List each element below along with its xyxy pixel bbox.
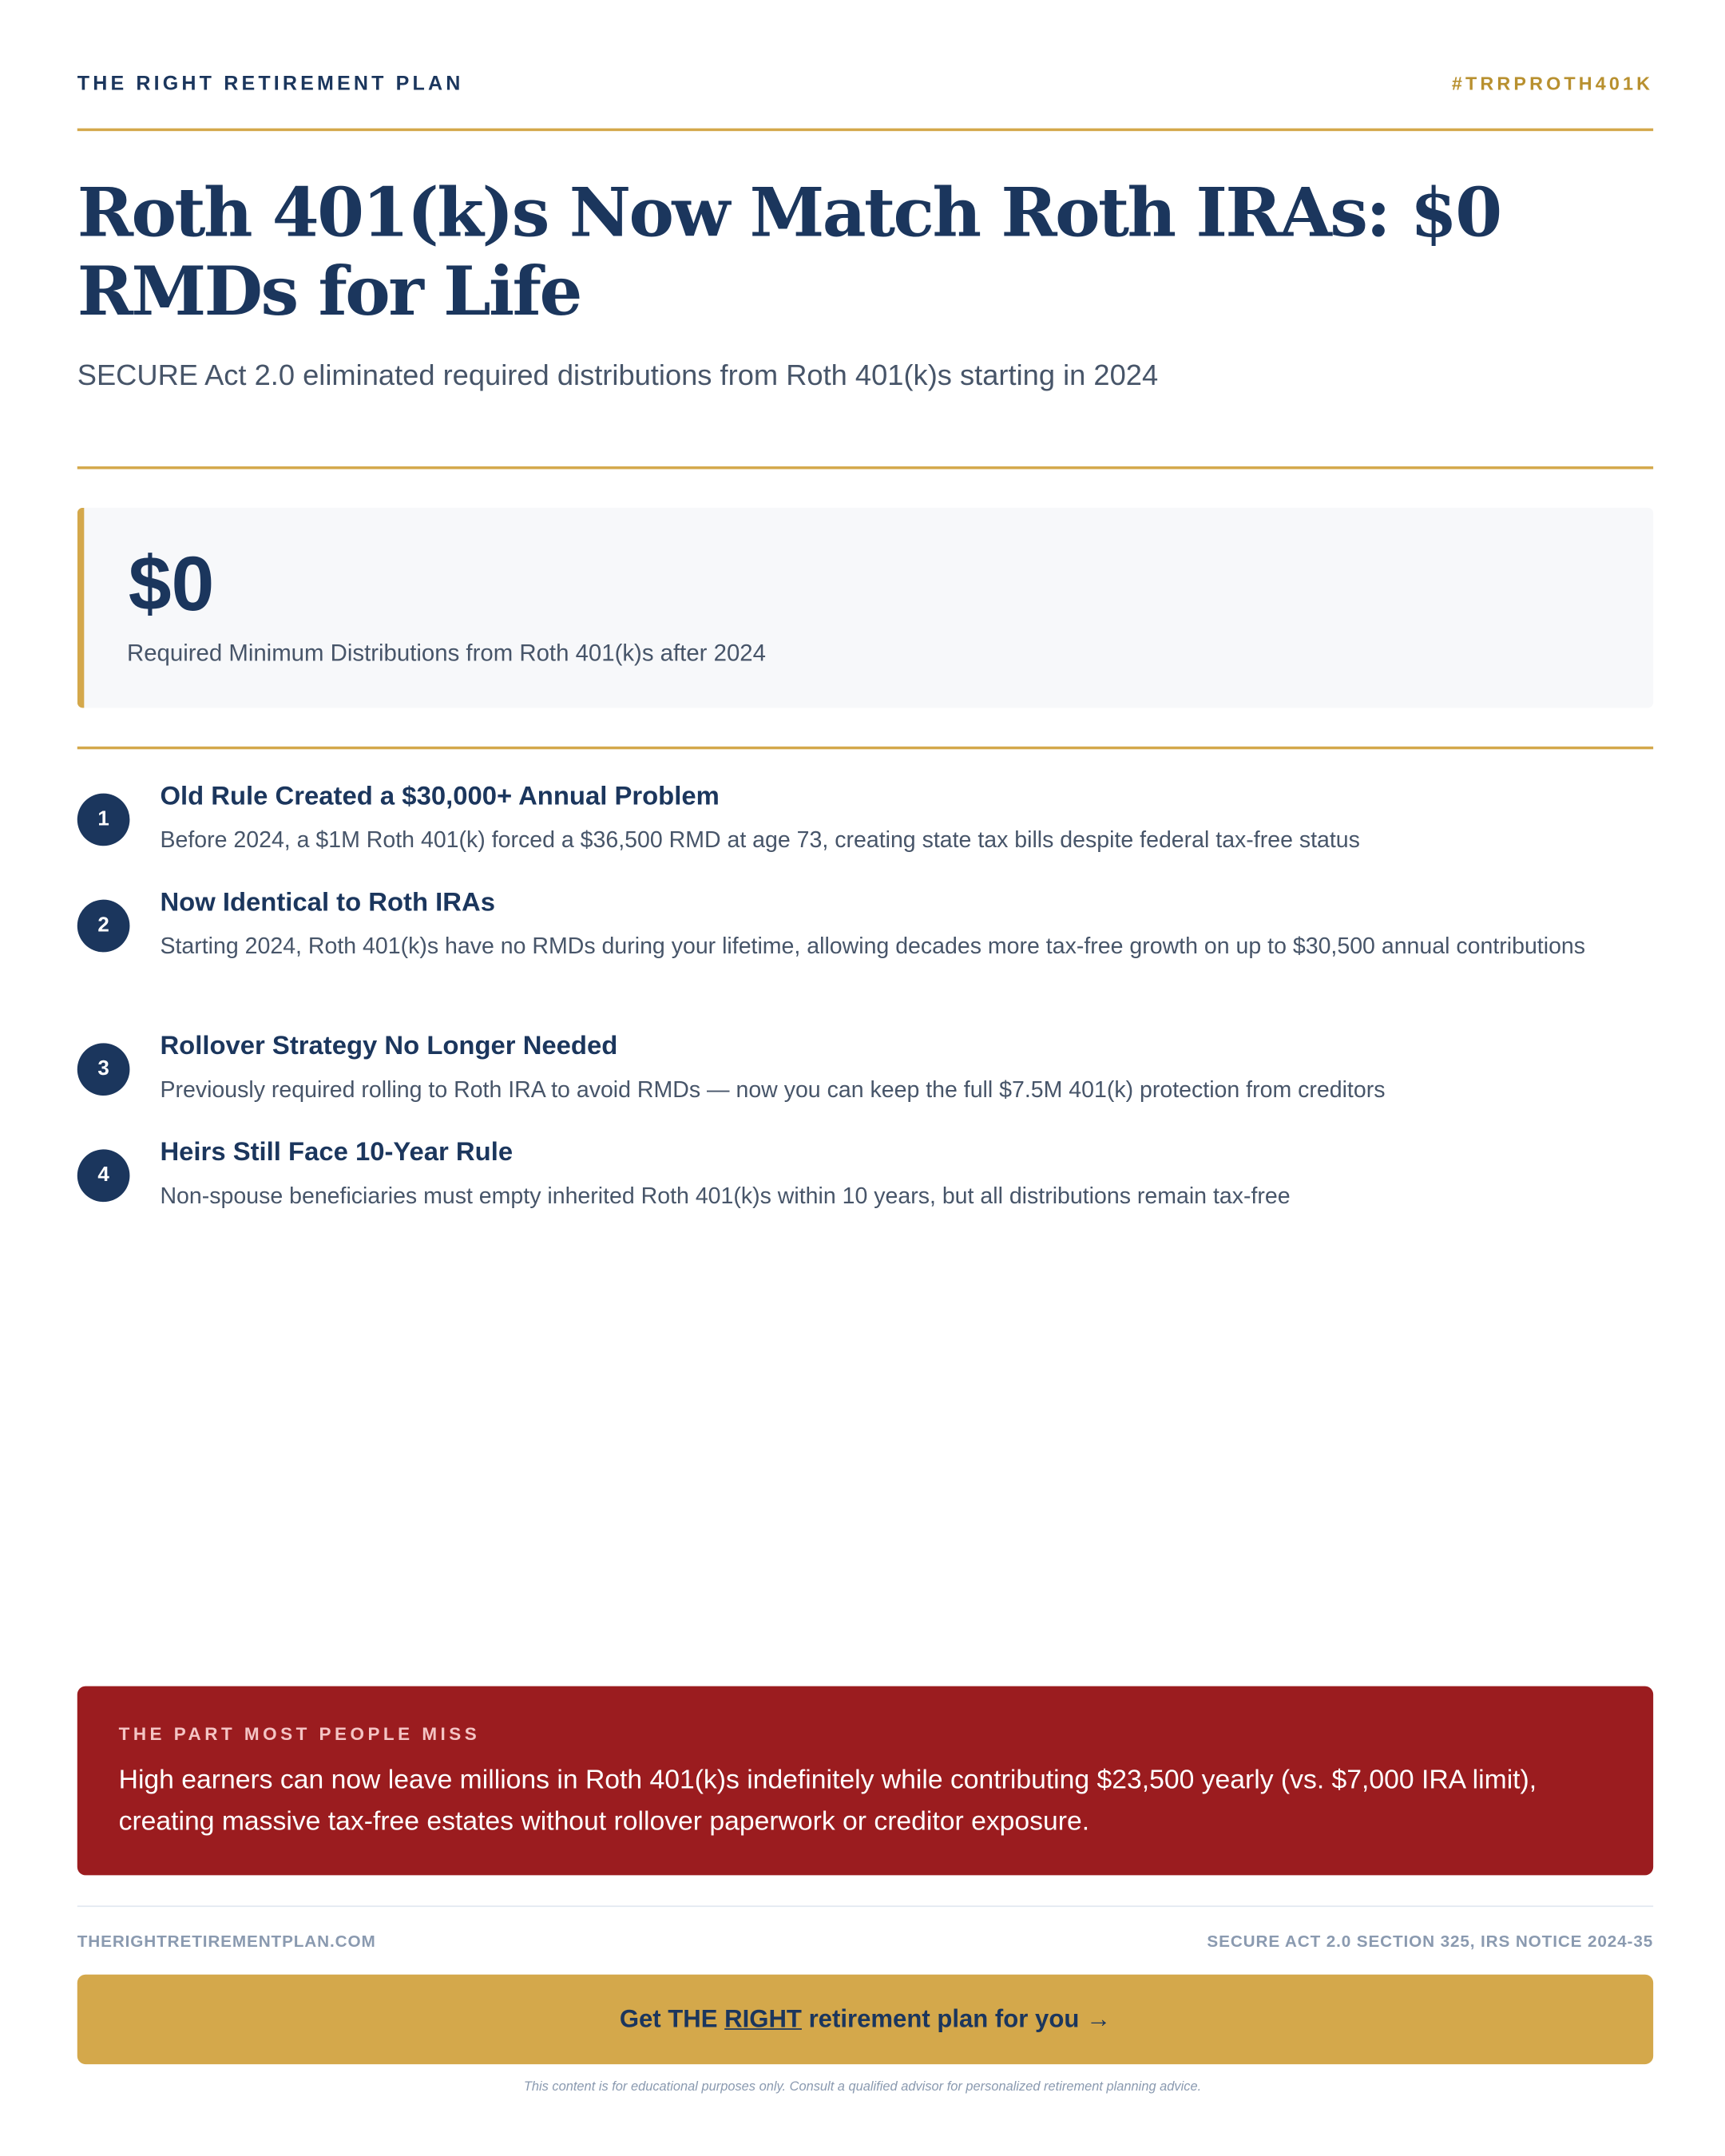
item-description: Starting 2024, Roth 401(k)s have no RMDs during your lifetime, allowing decades more tax-free growth on up to $30,500 annual contributions bbox=[160, 933, 1586, 959]
item-title: Now Identical to Roth IRAs bbox=[160, 888, 495, 918]
brand-name: THE RIGHT RETIREMENT PLAN bbox=[77, 73, 464, 96]
stat-caption: Required Minimum Distributions from Roth 401(k)s after 2024 bbox=[126, 640, 766, 667]
subtitle: SECURE Act 2.0 eliminated required distributions from Roth 401(k)s starting in 2024 bbox=[77, 360, 1159, 392]
callout-text: High earners can now leave millions in Roth 401(k)s indefinitely while contributing $23,500 yearly (vs. $7,000 IRA limit), creating massive tax-free estates without rollover paperwork or creditor exposure. bbox=[118, 1765, 1537, 1837]
number-badge: 1 bbox=[77, 794, 130, 846]
page-title: Roth 401(k)s Now Match Roth IRAs: $0 RMDs for Life bbox=[77, 172, 1501, 331]
item-title: Old Rule Created a $30,000+ Annual Problem bbox=[160, 782, 720, 812]
disclaimer: This content is for educational purposes only. Consult a qualified advisor for personalized retirement planning advice. bbox=[523, 2079, 1202, 2095]
stat-card bbox=[77, 508, 1653, 708]
divider bbox=[77, 466, 1653, 469]
divider bbox=[77, 747, 1653, 749]
website-link[interactable]: THERIGHTRETIREMENTPLAN.COM bbox=[77, 1932, 376, 1952]
sources: SECURE ACT 2.0 SECTION 325, IRS NOTICE 2024-35 bbox=[1207, 1932, 1654, 1952]
hashtag: #TRRPROTH401K bbox=[1451, 73, 1654, 94]
number-badge: 4 bbox=[77, 1149, 130, 1202]
cta-emphasis: RIGHT bbox=[724, 2004, 802, 2033]
item-title: Heirs Still Face 10-Year Rule bbox=[160, 1138, 514, 1167]
callout-label: THE PART MOST PEOPLE MISS bbox=[118, 1723, 481, 1745]
cta-button[interactable] bbox=[77, 1975, 1653, 2064]
item-description: Previously required rolling to Roth IRA to avoid RMDs — now you can keep the full $7.5M 401(k) protection from creditors bbox=[160, 1077, 1386, 1103]
cta-prefix: Get THE bbox=[619, 2004, 725, 2033]
stat-value: $0 bbox=[128, 539, 215, 627]
item-description: Before 2024, a $1M Roth 401(k) forced a $36,500 RMD at age 73, creating state tax bills despite federal tax-free status bbox=[160, 827, 1360, 853]
item-description: Non-spouse beneficiaries must empty inherited Roth 401(k)s within 10 years, but all distributions remain tax-free bbox=[160, 1183, 1291, 1209]
callout-box bbox=[77, 1686, 1653, 1876]
number-badge: 2 bbox=[77, 900, 130, 953]
divider bbox=[77, 129, 1653, 131]
item-title: Rollover Strategy No Longer Needed bbox=[160, 1032, 618, 1061]
footer-divider bbox=[77, 1905, 1653, 1907]
number-badge: 3 bbox=[77, 1043, 130, 1096]
cta-suffix: retirement plan for you → bbox=[801, 2004, 1112, 2033]
